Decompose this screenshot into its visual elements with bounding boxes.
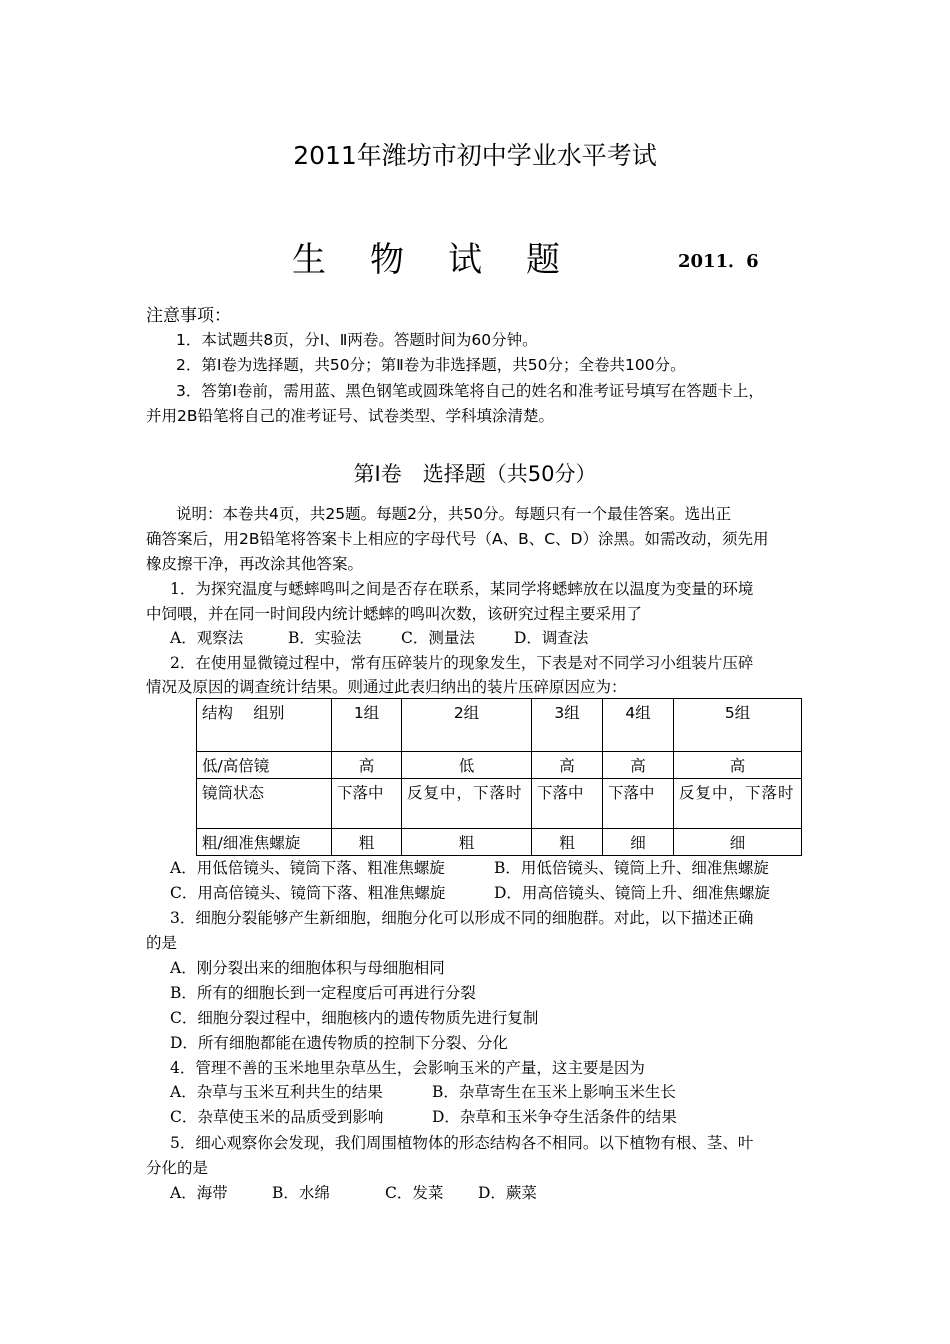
notice-line: 并用2B铅笔将自己的准考证号、试卷类型、学科填涂清楚。	[146, 407, 554, 425]
table-cell: 下落中	[532, 779, 603, 829]
table-cell: 2组	[402, 699, 532, 752]
question-stem: 情况及原因的调查统计结果。则通过此表归纳出的装片压碎原因应为：	[146, 678, 627, 696]
exam-title: 2011年潍坊市初中学业水平考试	[293, 141, 657, 170]
table-cell: 细	[603, 829, 674, 856]
option: D．杂草和玉米争夺生活条件的结果	[432, 1108, 677, 1126]
table-cell: 镜筒状态	[197, 779, 332, 829]
question-stem: 的是	[146, 934, 178, 952]
subject-char: 试	[448, 240, 482, 280]
option: D．用高倍镜头、镜筒上升、细准焦螺旋	[494, 884, 770, 902]
option: C．用高倍镜头、镜筒下落、粗准焦螺旋	[170, 884, 446, 902]
option: B．所有的细胞长到一定程度后可再进行分裂	[170, 984, 476, 1002]
notice-line: 1．本试题共8页，分Ⅰ、Ⅱ两卷。答题时间为60分钟。	[176, 331, 538, 349]
instruction-line: 说明：本卷共4页，共25题。每题2分，共50分。每题只有一个最佳答案。选出正	[176, 505, 732, 523]
subject-char: 生	[292, 240, 326, 280]
table-cell: 粗/细准焦螺旋	[197, 829, 332, 856]
notice-heading: 注意事项：	[146, 306, 231, 326]
table-cell: 高	[603, 752, 674, 779]
question-stem: 2．在使用显微镜过程中，常有压碎装片的现象发生，下表是对不同学习小组装片压碎	[170, 654, 754, 672]
table-cell: 反复中，下落时	[402, 779, 532, 829]
option: B．杂草寄生在玉米上影响玉米生长	[432, 1083, 676, 1101]
table-cell: 高	[674, 752, 802, 779]
table-cell: 高	[332, 752, 402, 779]
option: C．细胞分裂过程中，细胞核内的遗传物质先进行复制	[170, 1009, 539, 1027]
instruction-line: 橡皮擦干净，再改涂其他答案。	[146, 555, 364, 573]
instruction-line: 确答案后，用2B铅笔将答案卡上相应的字母代号（A、B、C、D）涂黑。如需改动，须先用	[146, 530, 769, 548]
table-cell: 低/高倍镜	[197, 752, 332, 779]
survey-table	[196, 698, 802, 856]
table-row	[197, 779, 802, 829]
option: D．蕨菜	[478, 1184, 537, 1202]
table-cell: 下落中	[332, 779, 402, 829]
question-stem: 3．细胞分裂能够产生新细胞，细胞分化可以形成不同的细胞群。对此，以下描述正确	[170, 909, 754, 927]
table-row	[197, 752, 802, 779]
table-cell: 粗	[402, 829, 532, 856]
option: A．用低倍镜头、镜筒下落、粗准焦螺旋	[170, 859, 445, 877]
option: C．测量法	[401, 629, 475, 647]
option: A．杂草与玉米互利共生的结果	[170, 1083, 383, 1101]
subject-title	[292, 232, 560, 281]
option: B．实验法	[288, 629, 362, 647]
table-cell: 下落中	[603, 779, 674, 829]
subject-char: 物	[370, 240, 404, 280]
question-stem: 1．为探究温度与蟋蟀鸣叫之间是否存在联系，某同学将蟋蟀放在以温度为变量的环境	[170, 580, 754, 598]
subject-char: 题	[526, 240, 560, 280]
table-header-row	[197, 699, 802, 752]
table-cell: 高	[532, 752, 603, 779]
table-cell: 1组	[332, 699, 402, 752]
option: B．用低倍镜头、镜筒上升、细准焦螺旋	[494, 859, 769, 877]
question-stem: 4．管理不善的玉米地里杂草丛生，会影响玉米的产量，这主要是因为	[170, 1059, 645, 1077]
table-cell: 粗	[532, 829, 603, 856]
option: A．刚分裂出来的细胞体积与母细胞相同	[170, 959, 445, 977]
option: C．发菜	[385, 1184, 444, 1202]
table-cell: 细	[674, 829, 802, 856]
exam-date: 2011．6	[678, 251, 759, 272]
notice-line: 3．答第Ⅰ卷前，需用蓝、黑色钢笔或圆珠笔将自己的姓名和准考证号填写在答题卡上，	[176, 382, 764, 400]
section-title: 第Ⅰ卷 选择题（共50分）	[353, 462, 597, 486]
option: B．水绵	[272, 1184, 330, 1202]
question-stem: 5．细心观察你会发现，我们周围植物体的形态结构各不相同。以下植物有根、茎、叶	[170, 1134, 754, 1152]
option: D．所有细胞都能在遗传物质的控制下分裂、分化	[170, 1034, 508, 1052]
notice-line: 2．第Ⅰ卷为选择题，共50分；第Ⅱ卷为非选择题，共50分；全卷共100分。	[176, 356, 686, 374]
question-stem: 中饲喂，并在同一时间段内统计蟋蟀的鸣叫次数，该研究过程主要采用了	[146, 605, 643, 623]
table-cell: 5组	[674, 699, 802, 752]
table-cell: 低	[402, 752, 532, 779]
table-row	[197, 829, 802, 856]
table-cell: 粗	[332, 829, 402, 856]
table-cell: 4组	[603, 699, 674, 752]
table-cell: 反复中，下落时	[674, 779, 802, 829]
option: D．调查法	[514, 629, 589, 647]
table-cell: 3组	[532, 699, 603, 752]
option: A．观察法	[170, 629, 244, 647]
table-cell: 结构 组别	[197, 699, 332, 752]
option: A．海带	[170, 1184, 228, 1202]
question-stem: 分化的是	[146, 1159, 209, 1177]
option: C．杂草使玉米的品质受到影响	[170, 1108, 384, 1126]
